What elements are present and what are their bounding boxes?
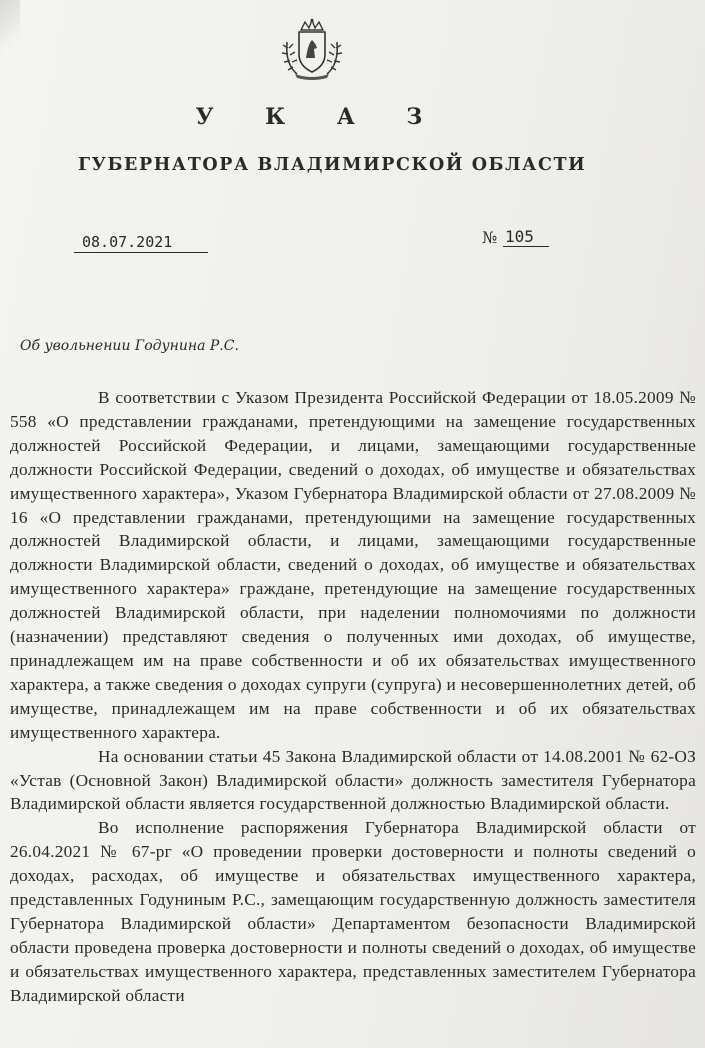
paragraph: Во исполнение распоряжения Губернатора Владимирской области от 26.04.2021 № 67-рг «О проведении проверки достоверности и полноты сведений о доходах, расходах, об имуществе и обязательствах имущественного характера, представленных Годуниным Р.С., замещающим государственную должность заместителя Губернатора Владимирской области» Департаментом безопасности Владимирской области проведена проверка достоверности и полноты сведений о доходах, об имуществе и обязательствах имущественного характера, представленных заместителем Губернатора Владимирской области (10, 818, 696, 1005)
paragraph: В соответствии с Указом Президента Российской Федерации от 18.05.2009 № 558 «О представлении гражданами, претендующими на замещение государственных должностей Российской Федерации, и лицами, замещающими государственные должности Российской Федерации, сведений о доходах, об имуществе и обязательствах имущественного характера», Указом Губернатора Владимирской области от 27.08.2009 № 16 «О представлении гражданами, претендующими на замещение государственных должностей Владимирской области, и лицами, замещающими государственные должности Владимирской области, сведений о доходах, об имуществе и обязательствах имущественного характера» граждане, претендующие на замещение государственных должностей Владимирской области, при наделении полномочиями по должности (назначении) представляют сведения о полученных ими доходах, об имуществе, принадлежащем им на праве собственности и об их обязательствах имущественного характера, а также сведения о доходах супруги (супруга) и несовершеннолетних детей, об имуществе, принадлежащем им на праве собственности и об их обязательствах имущественного характера. (10, 388, 696, 742)
document-title: У К А З (195, 104, 445, 130)
paragraph: На основании статьи 45 Закона Владимирской области от 14.08.2001 № 62-ОЗ «Устав (Основной Закон) Владимирской области» должность заместителя Губернатора Владимирской области является государственной должностью Владимирской области. (10, 746, 696, 814)
decree-date: 08.07.2021 (74, 233, 208, 253)
decree-subject: Об увольнении Годунина Р.С. (20, 338, 239, 354)
decree-body (10, 386, 696, 1008)
issuer-title: ГУБЕРНАТОРА ВЛАДИМИРСКОЙ ОБЛАСТИ (78, 155, 587, 175)
decree-number: 105 (503, 227, 549, 247)
number-sign: № (482, 228, 498, 247)
page-corner (0, 0, 20, 60)
coat-of-arms-icon (279, 18, 345, 80)
